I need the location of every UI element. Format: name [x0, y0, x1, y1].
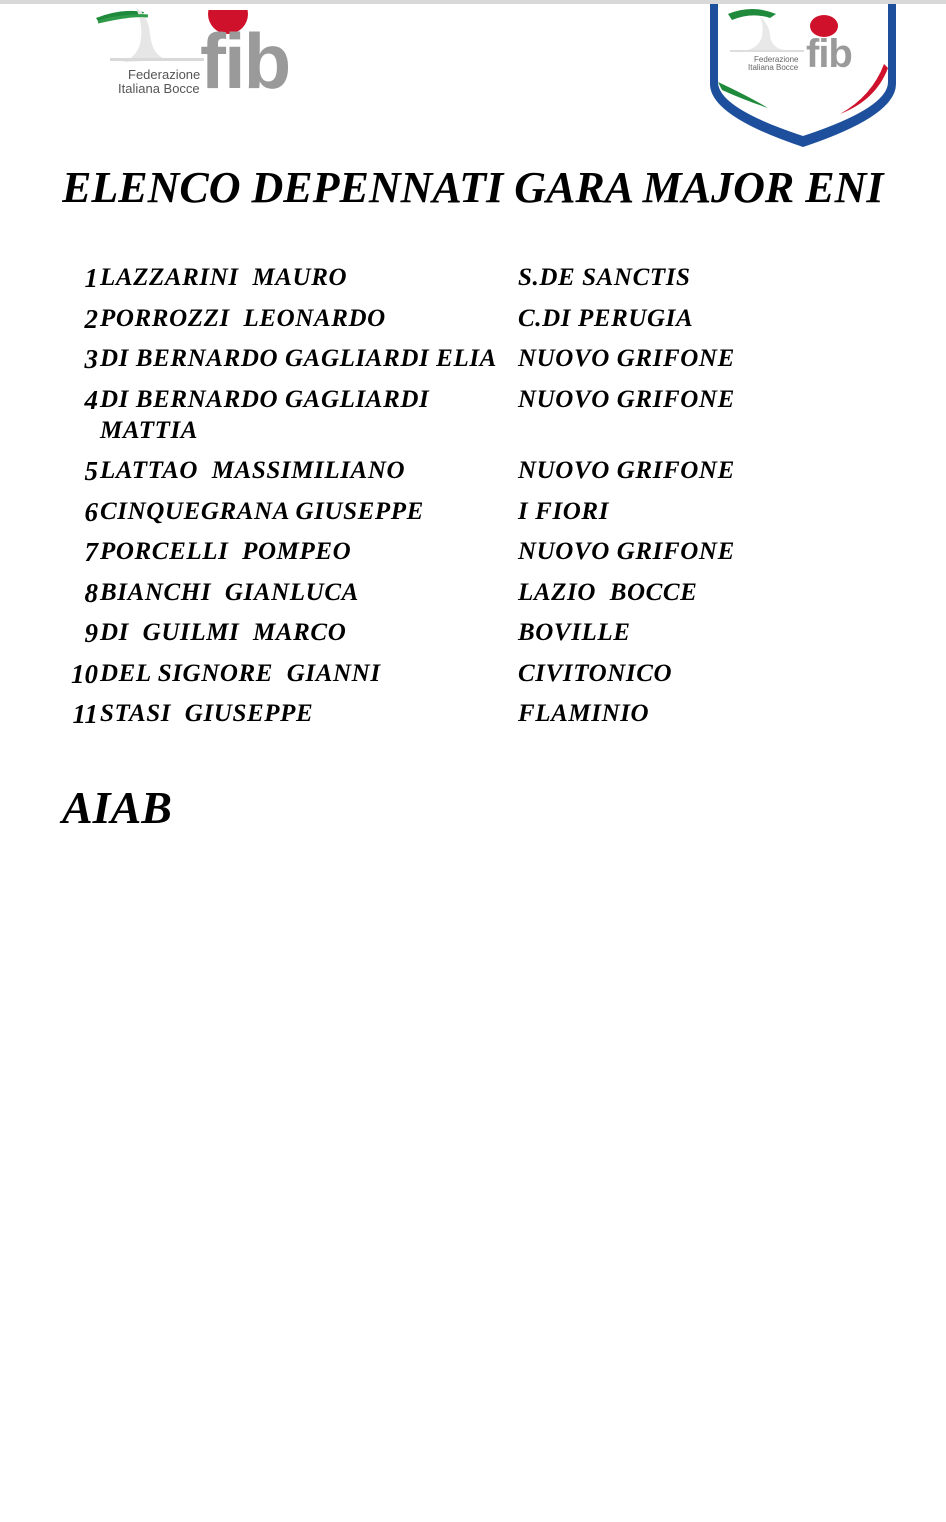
fib-logo-left [92, 4, 302, 105]
club-name: NUOVO GRIFONE [518, 385, 735, 413]
player-name: LATTAO MASSIMILIANO [100, 457, 406, 484]
list-item [62, 658, 782, 690]
club-name: BOVILLE [518, 619, 631, 646]
logo-org-line-1: Federazione [128, 67, 201, 82]
entry-number: 5 [84, 456, 98, 486]
player-name: DI BERNARDO GAGLIARDI ELIA [100, 345, 497, 372]
club-name: LAZIO BOCCE [518, 578, 698, 606]
entry-number: 1 [84, 263, 98, 293]
entry-number: 8 [84, 577, 98, 608]
entry-number: 11 [72, 699, 98, 729]
shield-logo-brand: fib [806, 32, 852, 76]
player-name: LAZZARINI MAURO [100, 264, 348, 291]
document-title: ELENCO DEPENNATI GARA MAJOR ENI [62, 163, 884, 212]
list-item [62, 536, 782, 568]
club-name: NUOVO GRIFONE [518, 538, 735, 565]
logo-org-line-2: Italiana Bocce [118, 81, 200, 96]
player-name: DEL SIGNORE GIANNI [100, 659, 381, 687]
list-item [62, 384, 782, 447]
list-item [62, 343, 782, 375]
player-name: STASI GIUSEPPE [100, 700, 314, 727]
player-name: PORCELLI POMPEO [100, 538, 352, 565]
entry-number: 2 [84, 303, 98, 334]
shield-icon [708, 4, 898, 149]
entry-number: 3 [84, 344, 98, 374]
list-item [62, 617, 782, 649]
player-name: DI BERNARDO GAGLIARDI MATTIA [100, 385, 437, 444]
club-name: CIVITONICO [518, 659, 673, 687]
fib-shield-logo [708, 4, 898, 149]
club-name: C.DI PERUGIA [518, 304, 694, 332]
list-item [62, 577, 782, 609]
signature: AIAB [62, 782, 172, 833]
club-name: NUOVO GRIFONE [518, 457, 735, 484]
shield-logo-org-line-2: Italiana Bocce [748, 63, 799, 72]
entry-number: 7 [84, 537, 98, 567]
removed-players-list [62, 262, 782, 739]
logo-brand: fib [200, 17, 290, 105]
list-item [62, 303, 782, 335]
list-item [62, 455, 782, 487]
list-item [62, 698, 782, 730]
entry-number: 9 [84, 618, 98, 648]
list-item [62, 262, 782, 294]
club-name: FLAMINIO [518, 700, 650, 727]
entry-number: 10 [71, 658, 98, 689]
club-name: I FIORI [518, 497, 610, 525]
list-item [62, 496, 782, 528]
shield-logo-org-line-1: Federazione [754, 55, 799, 64]
club-name: NUOVO GRIFONE [518, 345, 735, 372]
entry-number: 6 [84, 496, 98, 527]
player-name: DI GUILMI MARCO [100, 619, 347, 646]
entry-number: 4 [84, 384, 98, 415]
player-name: PORROZZI LEONARDO [100, 304, 386, 332]
player-name: BIANCHI GIANLUCA [100, 578, 359, 606]
player-name: CINQUEGRANA GIUSEPPE [100, 497, 424, 525]
club-name: S.DE SANCTIS [518, 264, 691, 291]
